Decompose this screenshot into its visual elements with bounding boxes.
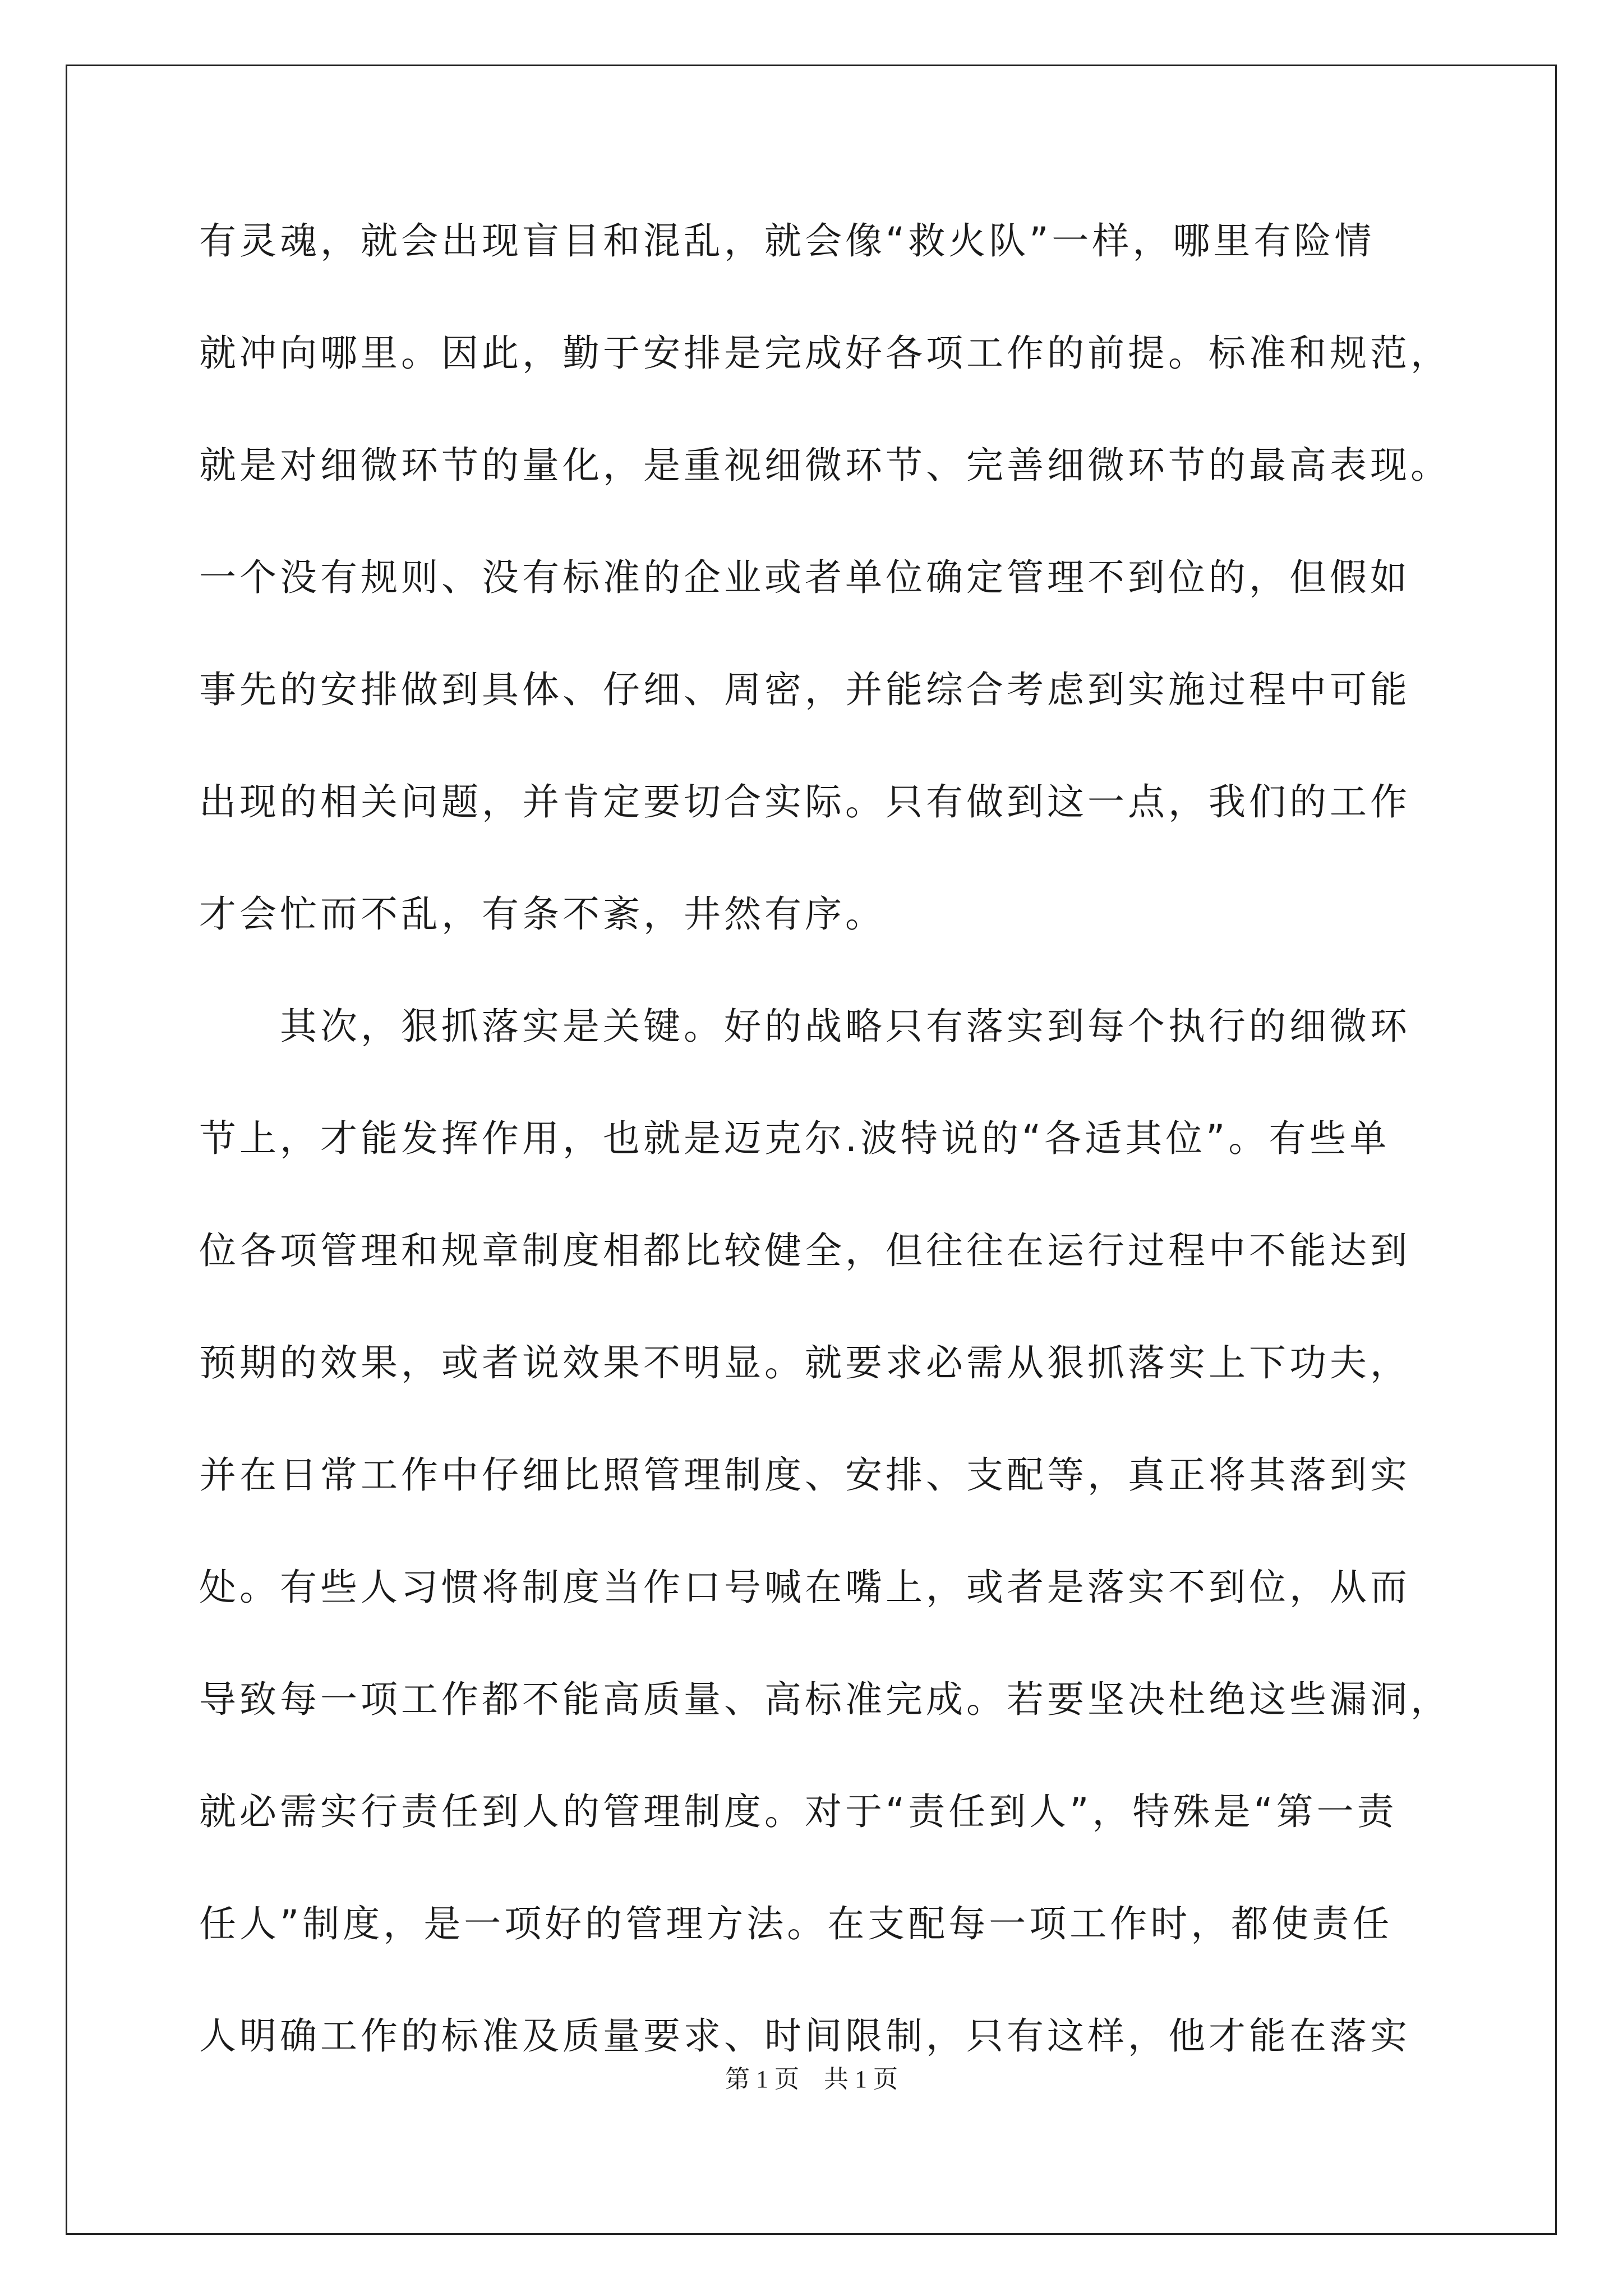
text-line: 并在日常工作中仔细比照管理制度、安排、支配等，真正将其落到实 bbox=[199, 1453, 1410, 1497]
text-line: 节上，才能发挥作用，也就是迈克尔.波特说的“各适其位”。有些单 bbox=[199, 1117, 1390, 1160]
text-line: 就是对细微环节的量化，是重视细微环节、完善细微环节的最高表现。 bbox=[199, 444, 1451, 487]
text-line: 处。有些人习惯将制度当作口号喊在嘴上，或者是落实不到位，从而 bbox=[199, 1566, 1410, 1609]
text-line: 一个没有规则、没有标准的企业或者单位确定管理不到位的，但假如 bbox=[199, 556, 1410, 599]
text-line: 导致每一项工作都不能高质量、高标准完成。若要坚决杜绝这些漏洞， bbox=[199, 1678, 1451, 1721]
text-line: 其次，狠抓落实是关键。好的战略只有落实到每个执行的细微环 bbox=[199, 1005, 1410, 1048]
text-line: 事先的安排做到具体、仔细、周密，并能综合考虑到实施过程中可能 bbox=[199, 668, 1410, 711]
text-line: 位各项管理和规章制度相都比较健全，但往往在运行过程中不能达到 bbox=[199, 1229, 1410, 1272]
text-line: 预期的效果，或者说效果不明显。就要求必需从狠抓落实上下功夫， bbox=[199, 1341, 1410, 1384]
text-line: 才会忙而不乱，有条不紊，井然有序。 bbox=[199, 892, 886, 936]
text-line: 有灵魂，就会出现盲目和混乱，就会像“救火队”一样，哪里有险情 bbox=[199, 219, 1375, 263]
text-line: 就冲向哪里。因此，勤于安排是完成好各项工作的前提。标准和规范， bbox=[199, 332, 1451, 375]
text-line: 就必需实行责任到人的管理制度。对于“责任到人”，特殊是“第一责 bbox=[199, 1790, 1398, 1833]
text-line: 人明确工作的标准及质量要求、时间限制，只有这样，他才能在落实 bbox=[199, 2014, 1410, 2058]
page-number-footer: 第 1 页 共 1 页 bbox=[725, 2065, 898, 2093]
text-line: 出现的相关问题，并肯定要切合实际。只有做到这一点，我们的工作 bbox=[199, 780, 1410, 823]
body-text bbox=[199, 213, 1451, 2120]
text-line: 任人”制度，是一项好的管理方法。在支配每一项工作时，都使责任 bbox=[199, 1902, 1393, 1945]
